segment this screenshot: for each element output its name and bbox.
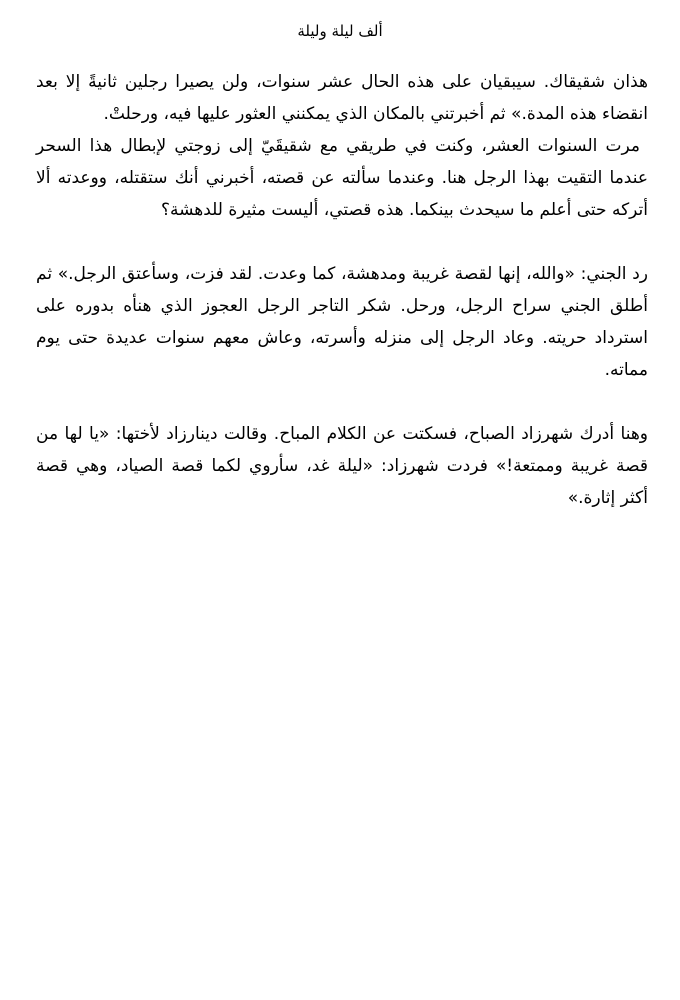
paragraph-3: رد الجني: «والله، إنها لقصة غريبة ومدهشة، كما وعدت. لقد فزت، وسأعتق الرجل.» ثم أطلق الجني سراح الرجل، ورحل. شكر التاجر الرجل العجوز الذي هنأه بدوره على استرداد حريته. وعاد الرجل إلى منزله وأسرته، وعاش معهم سنوات عديدة حتى يوم مماته.	[36, 264, 648, 380]
page-title: ألف ليلة وليلة	[297, 22, 383, 40]
paragraph-4: وهنا أدرك شهرزاد الصباح، فسكتت عن الكلام المباح. وقالت دينارزاد لأختها: «يا لها من قصة غريبة وممتعة!» فردت شهرزاد: «ليلة غد، سأروي لكما قصة الصياد، وهي قصة أكثر إثارة.»	[36, 424, 648, 508]
paragraph-2: مرت السنوات العشر، وكنت في طريقي مع شقيقَيّ إلى زوجتي لإبطال هذا السحر عندما التقيت بهذا الرجل هنا. وعندما سألته عن قصته، أخبرني أنك ستقتله، ووعدته ألا أتركه حتى أعلم ما سيحدث بينكما. هذه قصتي، أليست مثيرة للدهشة؟	[36, 136, 648, 220]
page-body	[36, 66, 648, 514]
paragraph-1: هذان شقيقاك. سيبقيان على هذه الحال عشر سنوات، ولن يصيرا رجلين ثانيةً إلا بعد انقضاء هذه المدة.» ثم أخبرتني بالمكان الذي يمكنني العثور عليها فيه، ورحلتْ.	[36, 72, 648, 124]
